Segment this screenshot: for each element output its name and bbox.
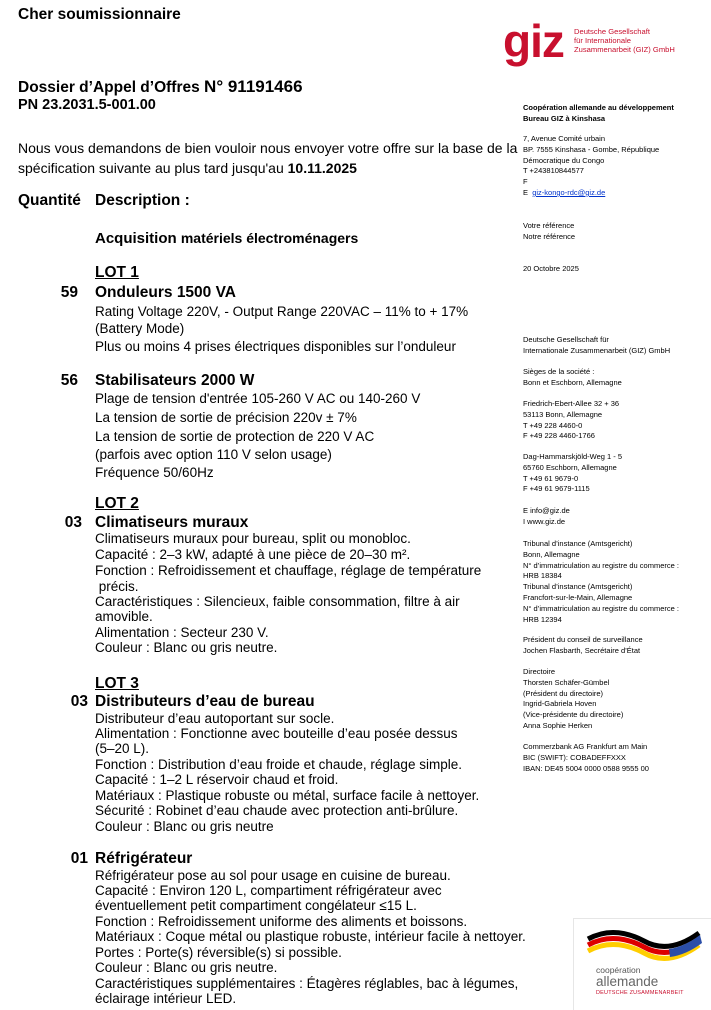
item-line: éventuellement petit compartiment congélateur ≤15 L. xyxy=(95,898,417,913)
sidebar-company: Deutsche Gesellschaft für Internationale Zusammenarbeit (GIZ) GmbH xyxy=(523,335,671,355)
item-line: Capacité : 2–3 kW, adapté à une pièce de 20–30 m². xyxy=(95,547,411,562)
giz-logo-mark: giz xyxy=(503,15,564,67)
giz-logo-text: Deutsche Gesellschaft für Internationale Zusammenarbeit (GIZ) GmbH xyxy=(574,27,675,54)
item-line: Fonction : Distribution d’eau froide et chaude, réglage simple. xyxy=(95,757,462,772)
item-line: Alimentation : Secteur 230 V. xyxy=(95,625,269,640)
salutation: Cher soumissionnaire xyxy=(18,6,181,23)
item-line: Fonction : Refroidissement et chauffage, réglage de température xyxy=(95,563,482,578)
sidebar-court: Tribunal d’instance (Amtsgericht) Bonn, Allemagne N° d’immatriculation au registre du commerce : HRB 18384 Tribunal d’instance (Amtsgericht) Francfort-sur-le-Main, Allemagne N° d’immatriculation au registre du commerce : HRB 12394 xyxy=(523,539,679,624)
item-line: Réfrigérateur pose au sol pour usage en cuisine de bureau. xyxy=(95,868,451,883)
item-line: Climatiseurs muraux pour bureau, split ou monobloc. xyxy=(95,531,411,546)
sidebar-web: E info@giz.de I www.giz.de xyxy=(523,506,570,526)
item-quantity: 03 xyxy=(70,693,88,710)
item-title: Onduleurs 1500 VA xyxy=(95,284,236,301)
item-title: Réfrigérateur xyxy=(95,850,193,867)
deadline-date: 10.11.2025 xyxy=(287,160,357,176)
item-line: Fréquence 50/60Hz xyxy=(95,465,214,480)
sidebar-bonn: Friedrich-Ebert-Allee 32 + 36 53113 Bonn, Allemagne T +49 228 4460-0 F +49 228 4460-1766 xyxy=(523,399,620,441)
flag-ribbon-icon xyxy=(574,919,711,965)
item-line: Rating Voltage 220V, - Output Range 220VAC – 11% to + 17% xyxy=(95,304,469,319)
sidebar-references: Votre référence Notre référence xyxy=(523,221,576,241)
dossier-number: N° 91191466 xyxy=(204,77,303,96)
giz-logo xyxy=(503,15,703,68)
item-title: Climatiseurs muraux xyxy=(95,514,249,531)
project-number: PN 23.2031.5-001.00 xyxy=(18,97,156,113)
item-line: Caractéristiques supplémentaires : Étagères réglables, bac à légumes, xyxy=(95,976,519,991)
item-line: La tension de sortie de précision 220v ± 7% xyxy=(95,410,357,425)
coop-line2: allemande xyxy=(596,974,659,989)
item-line: La tension de sortie de protection de 220 V AC xyxy=(95,429,375,444)
item-quantity: 56 xyxy=(60,372,78,389)
item-line: Matériaux : Coque métal ou plastique robuste, intérieur facile à nettoyer. xyxy=(95,929,526,944)
intro-paragraph: Nous vous demandons de bien vouloir nous envoyer votre offre sur la base de la spécification suivante au plus tard jusqu'au 10.11.2025 xyxy=(18,140,518,176)
acquisition-title: Acquisition matériels électroménagers xyxy=(95,230,359,247)
item-quantity: 03 xyxy=(64,514,82,531)
lot-1-title: LOT 1 xyxy=(95,264,139,281)
description-header: Description : xyxy=(95,192,190,209)
item-title: Distributeurs d’eau de bureau xyxy=(95,693,315,710)
item-line: Couleur : Blanc ou gris neutre. xyxy=(95,640,278,655)
item-line: Sécurité : Robinet d’eau chaude avec protection anti-brûlure. xyxy=(95,803,459,818)
coop-line3: DEUTSCHE ZUSAMMENARBEIT xyxy=(596,990,684,996)
sidebar-seats: Sièges de la société : Bonn et Eschborn, Allemagne xyxy=(523,367,622,387)
item-line: Alimentation : Fonctionne avec bouteille d’eau posée dessus xyxy=(95,726,458,741)
item-line: Portes : Porte(s) réversible(s) si possible. xyxy=(95,945,342,960)
cooperation-allemande-logo xyxy=(573,918,711,1010)
item-line: Distributeur d’eau autoportant sur socle. xyxy=(95,711,335,726)
sidebar-board: Directoire Thorsten Schäfer-Gümbel (Président du directoire) Ingrid-Gabriela Hoven (Vice-présidente du directoire) Anna Sophie Herken xyxy=(523,667,624,730)
sidebar-office: Coopération allemande au développement Bureau GIZ à Kinshasa xyxy=(523,103,674,123)
email-link[interactable]: giz-kongo-rdc@giz.de xyxy=(532,187,606,197)
item-line: Couleur : Blanc ou gris neutre xyxy=(95,819,274,834)
item-line: (Battery Mode) xyxy=(95,321,185,336)
item-line: Plage de tension d'entrée 105-260 V AC ou 140-260 V xyxy=(95,391,421,406)
item-line: amovible. xyxy=(95,609,153,624)
item-line: précis. xyxy=(95,579,139,594)
quantity-header: Quantité xyxy=(18,192,81,209)
item-line: (parfois avec option 110 V selon usage) xyxy=(95,447,332,462)
item-line: Couleur : Blanc ou gris neutre. xyxy=(95,960,278,975)
coop-line1: coopération xyxy=(596,965,641,975)
item-line: Plus ou moins 4 prises électriques disponibles sur l’onduleur xyxy=(95,339,456,354)
sidebar-bank: Commerzbank AG Frankfurt am Main BIC (SWIFT): COBADEFFXXX IBAN: DE45 5004 0000 0588 9555 00 xyxy=(523,742,649,773)
lot-2-title: LOT 2 xyxy=(95,495,139,512)
item-line: Fonction : Refroidissement uniforme des aliments et boissons. xyxy=(95,914,468,929)
item-line: éclairage intérieur LED. xyxy=(95,991,237,1006)
sidebar-eschborn: Dag-Hammarskjöld-Weg 1 - 5 65760 Eschborn, Allemagne T +49 61 9679-0 F +49 61 9679-1115 xyxy=(523,452,623,494)
item-quantity: 59 xyxy=(60,284,78,301)
sidebar-president: Président du conseil de surveillance Jochen Flasbarth, Secrétaire d’État xyxy=(523,635,643,655)
item-title: Stabilisateurs 2000 W xyxy=(95,372,255,389)
sidebar-address: 7, Avenue Comité urbain BP. 7555 Kinshasa - Gombe, République Démocratique du Congo T +243810844577 F E giz-kongo-rdc@giz.de xyxy=(523,134,660,197)
item-line: Caractéristiques : Silencieux, faible consommation, filtre à air xyxy=(95,594,460,609)
dossier-title: Dossier d’Appel d’Offres N° 91191466 xyxy=(18,77,303,96)
item-quantity: 01 xyxy=(70,850,88,867)
lot-3-title: LOT 3 xyxy=(95,675,139,692)
item-line: Matériaux : Plastique robuste ou métal, surface facile à nettoyer. xyxy=(95,788,480,803)
sidebar-date: 20 Octobre 2025 xyxy=(523,264,579,273)
item-line: (5–20 L). xyxy=(95,741,150,756)
item-line: Capacité : 1–2 L réservoir chaud et froid. xyxy=(95,772,339,787)
item-line: Capacité : Environ 120 L, compartiment réfrigérateur avec xyxy=(95,883,442,898)
